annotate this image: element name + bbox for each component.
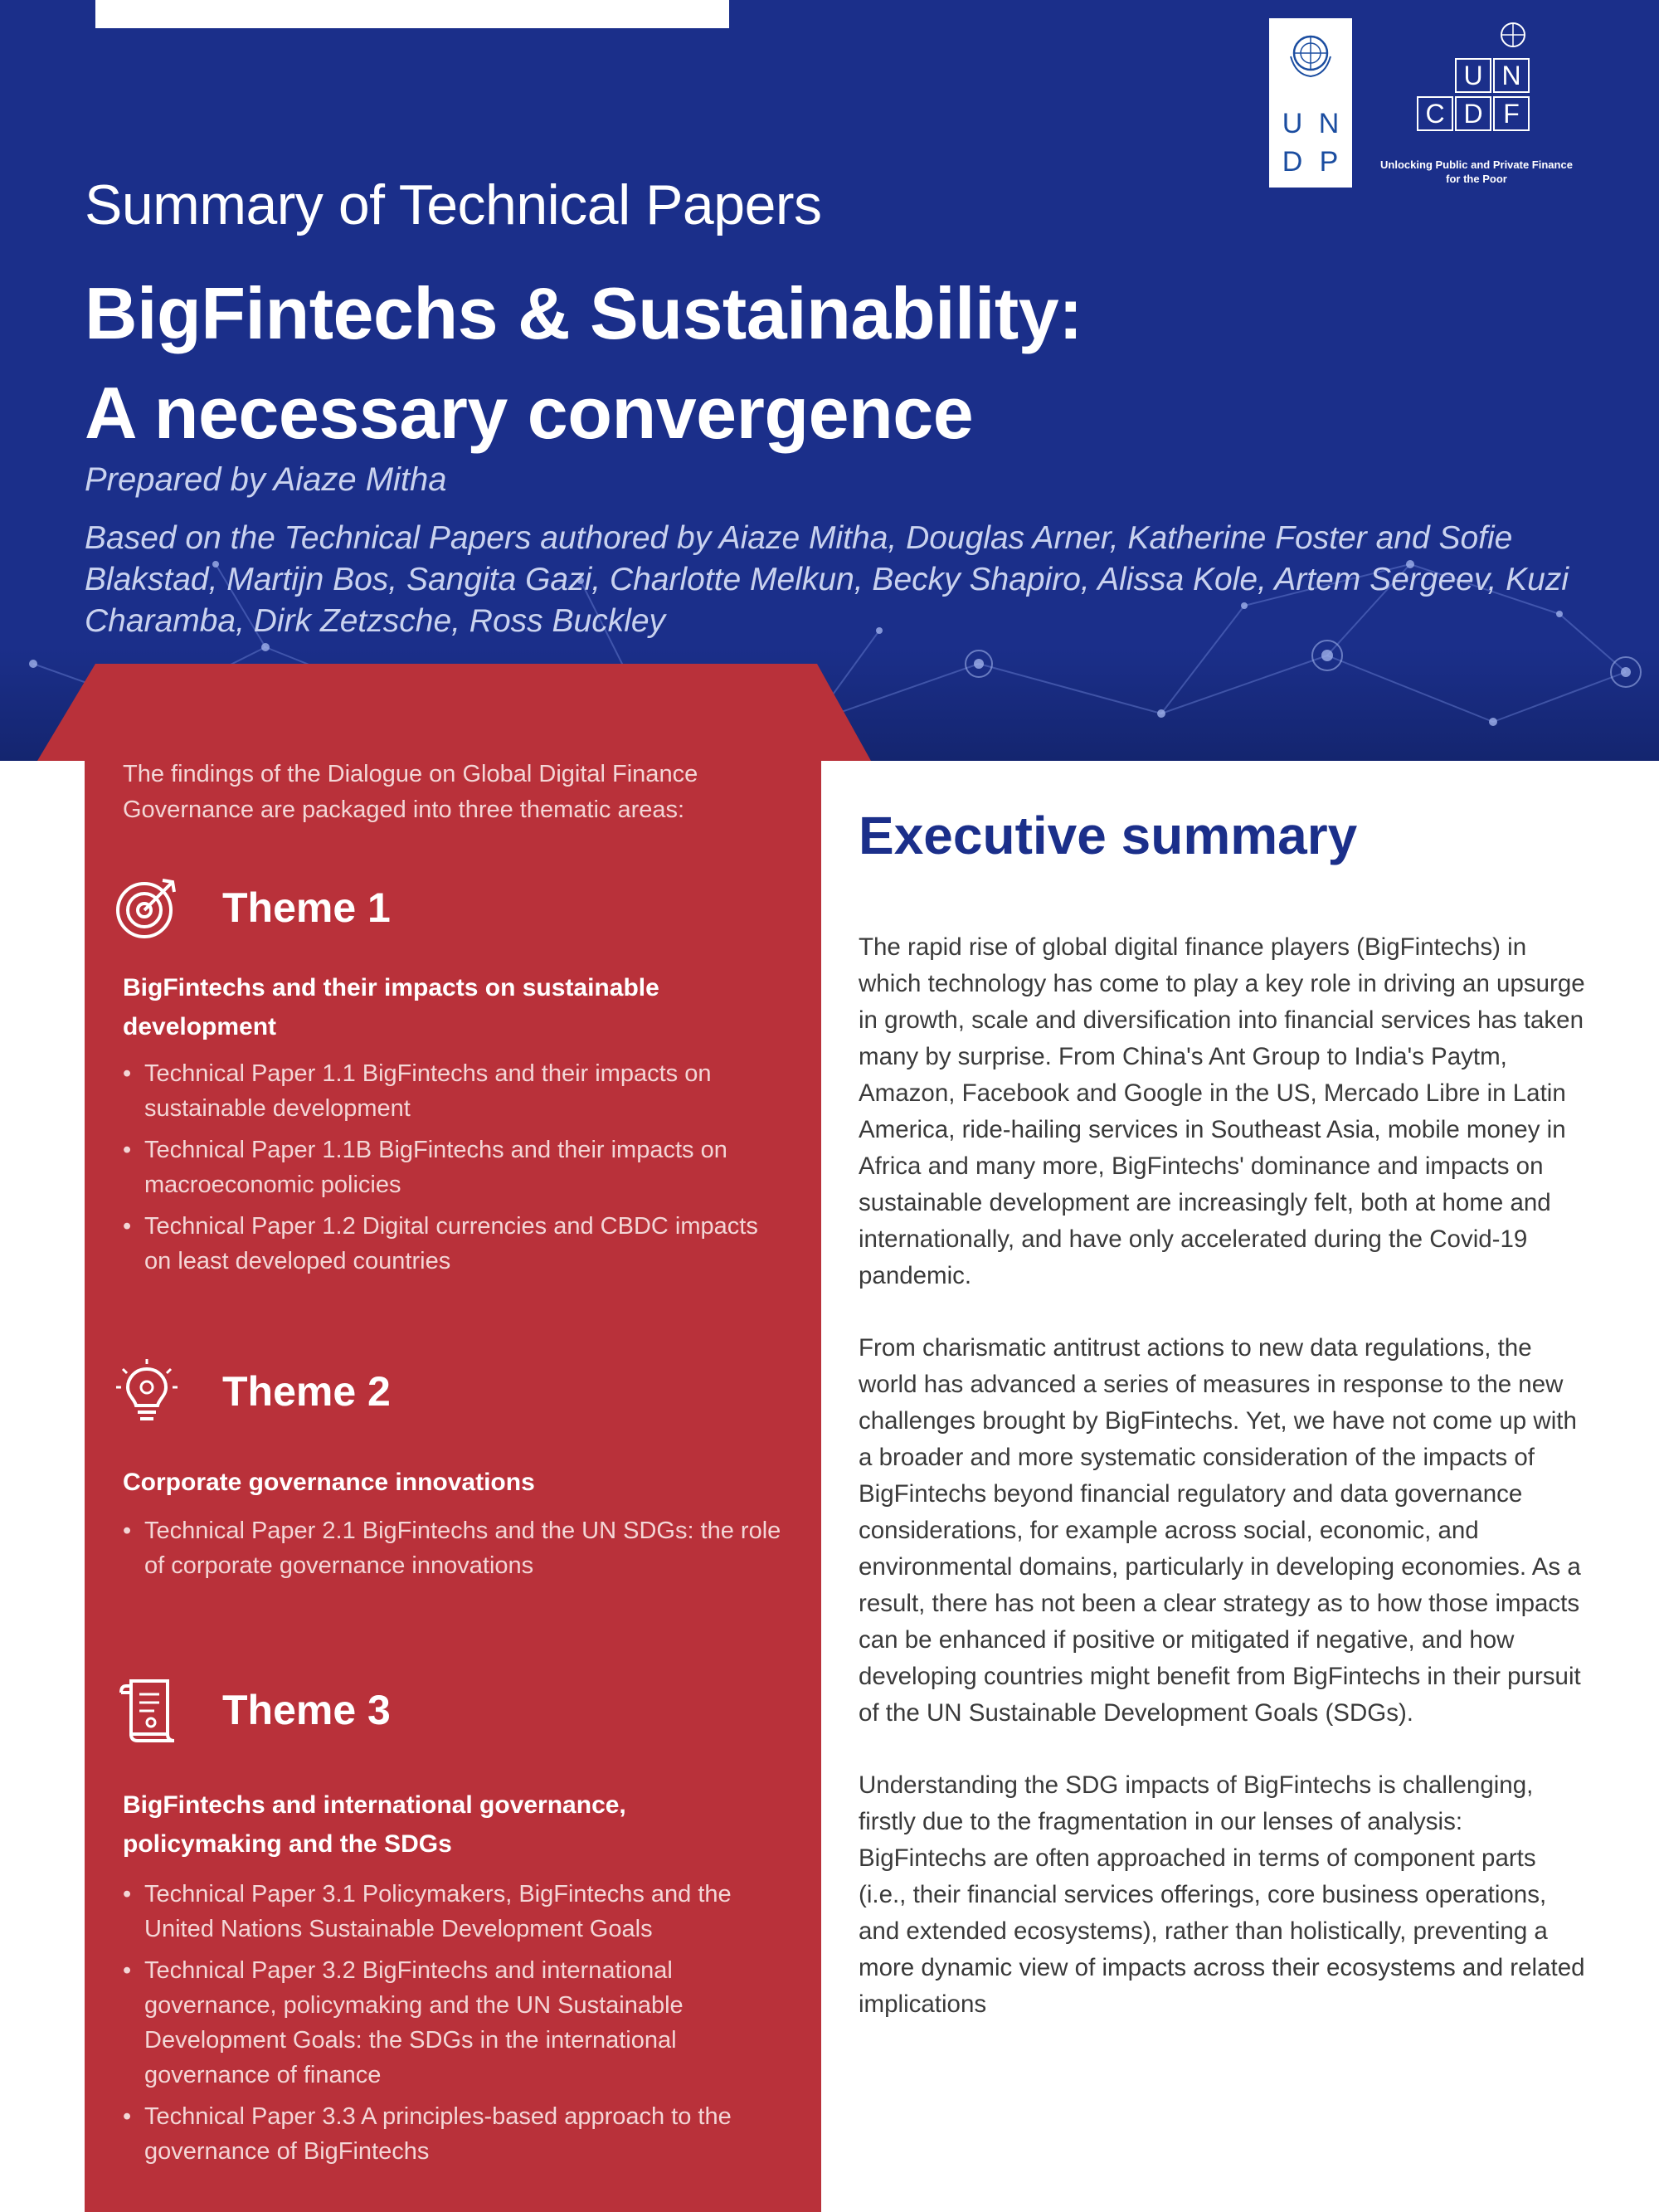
document-icon [113, 1676, 181, 1744]
undp-letter: N [1318, 107, 1340, 139]
list-item: • Technical Paper 3.1 Policymakers, BigFintechs and the United Nations Sustainable Development Goals [123, 1877, 786, 1946]
list-item: • Technical Paper 3.3 A principles-based approach to the governance of BigFintechs [123, 2099, 786, 2169]
document-title [85, 264, 1329, 463]
uncdf-letter: N [1493, 58, 1530, 93]
theme-3-heading [113, 1676, 391, 1744]
undp-letters [1274, 105, 1347, 181]
title-line-1: BigFintechs & Sustainability: [85, 272, 1082, 354]
list-item: • Technical Paper 1.1 BigFintechs and their impacts on sustainable development [123, 1056, 786, 1126]
uncdf-row-2 [1417, 96, 1531, 131]
paragraph: The rapid rise of global digital finance players (BigFintechs) in which technology has come to play a key role in driving an upsurge in growth, scale and diversification into financial services has taken many by surprise. From China's Ant Group to India's Paytm, Amazon, Facebook and Google in the US, Mercado Libre in Latin America, ride-hailing services in Southeast Asia, mobile money in Africa and many more, BigFintechs' dominance and impacts on sustainable development are increasingly felt, both at home and internationally, and have only accelerated during the Covid-19 pandemic. [859, 933, 1585, 1289]
theme-2-subtitle: Corporate governance innovations [123, 1469, 535, 1496]
list-item: • Technical Paper 2.1 BigFintechs and the UN SDGs: the role of corporate governance innovations [123, 1513, 786, 1583]
executive-summary-body [859, 929, 1588, 2059]
theme-1-title: Theme 1 [222, 884, 391, 931]
theme-2-title: Theme 2 [222, 1368, 391, 1415]
undp-letter: D [1282, 145, 1303, 178]
undp-letter: P [1319, 145, 1339, 178]
authors-credit: Based on the Technical Papers authored by Aiaze Mitha, Douglas Arner, Katherine Foster and Sofie Blakstad, Martijn Bos, Sangita Gazi, Charlotte Melkun, Becky Shapiro, Alissa Kole, Artem Sergeev, Kuzi Charamba, Dirk Zetzsche, Ross Buckley [85, 520, 1569, 639]
uncdf-letter: F [1493, 96, 1530, 131]
uncdf-letter: C [1417, 96, 1453, 131]
uncdf-logo [1377, 18, 1576, 201]
list-item: • Technical Paper 3.2 BigFintechs and international governance, policymaking and the UN Sustainable Development Goals: the SDGs in the international governance of finance [123, 1953, 786, 2093]
list-item: • Technical Paper 1.1B BigFintechs and their impacts on macroeconomic policies [123, 1133, 786, 1202]
theme-1-heading [113, 874, 391, 942]
uncdf-letter: D [1455, 96, 1491, 131]
un-emblem-icon [1495, 18, 1531, 51]
theme-3-subtitle: BigFintechs and international governance, policymaking and the SDGs [123, 1791, 626, 1858]
theme-3-title: Theme 3 [222, 1687, 391, 1733]
hero-banner [0, 0, 1659, 761]
theme-3-papers [123, 1877, 786, 2175]
executive-summary-heading: Executive summary [859, 806, 1358, 865]
paragraph: Understanding the SDG impacts of BigFintechs is challenging, firstly due to the fragmentation in our lenses of analysis: BigFintechs are often approached in terms of component parts (i.e., their financial services offerings, core business operations, and extended ecosystems), rather than holistically, preventing a more dynamic view of impacts across their ecosystems and related implications [859, 1771, 1585, 2018]
theme-2-heading [113, 1357, 391, 1425]
theme-1-subtitle: BigFintechs and their impacts on sustainable development [123, 974, 659, 1040]
prepared-by: Prepared by Aiaze Mitha [85, 461, 447, 498]
paragraph: From charismatic antitrust actions to new data regulations, the world has advanced a series of measures in response to the new challenges brought by BigFintechs. Yet, we have not come up with a broader and more systematic consideration of the impacts of BigFintechs beyond financial regulatory and data governance considerations, for example across social, economic, and environmental domains, particularly in developing economies. As a result, there has not been a clear strategy as to how those impacts can be enhanced if positive or mitigated if negative, and how developing countries might benefit from BigFintechs in their pursuit of the UN Sustainable Development Goals (SDGs). [859, 1334, 1581, 1727]
uncdf-letter: U [1455, 58, 1491, 93]
theme-2-papers [123, 1513, 786, 1590]
target-icon [113, 874, 181, 942]
theme-1-papers [123, 1056, 786, 1285]
undp-letter: U [1282, 107, 1303, 139]
themes-intro: The findings of the Dialogue on Global Digital Finance Governance are packaged into three thematic areas: [123, 761, 698, 823]
document-subtitle: Summary of Technical Papers [85, 173, 822, 236]
top-tab [95, 0, 729, 28]
title-line-2: A necessary convergence [85, 372, 974, 454]
uncdf-tagline: Unlocking Public and Private Finance for the Poor [1380, 158, 1573, 185]
undp-logo [1269, 18, 1352, 188]
uncdf-row-1 [1455, 58, 1531, 93]
lightbulb-icon [113, 1357, 181, 1425]
un-emblem-icon [1284, 28, 1337, 81]
list-item: • Technical Paper 1.2 Digital currencies and CBDC impacts on least developed countries [123, 1209, 786, 1279]
